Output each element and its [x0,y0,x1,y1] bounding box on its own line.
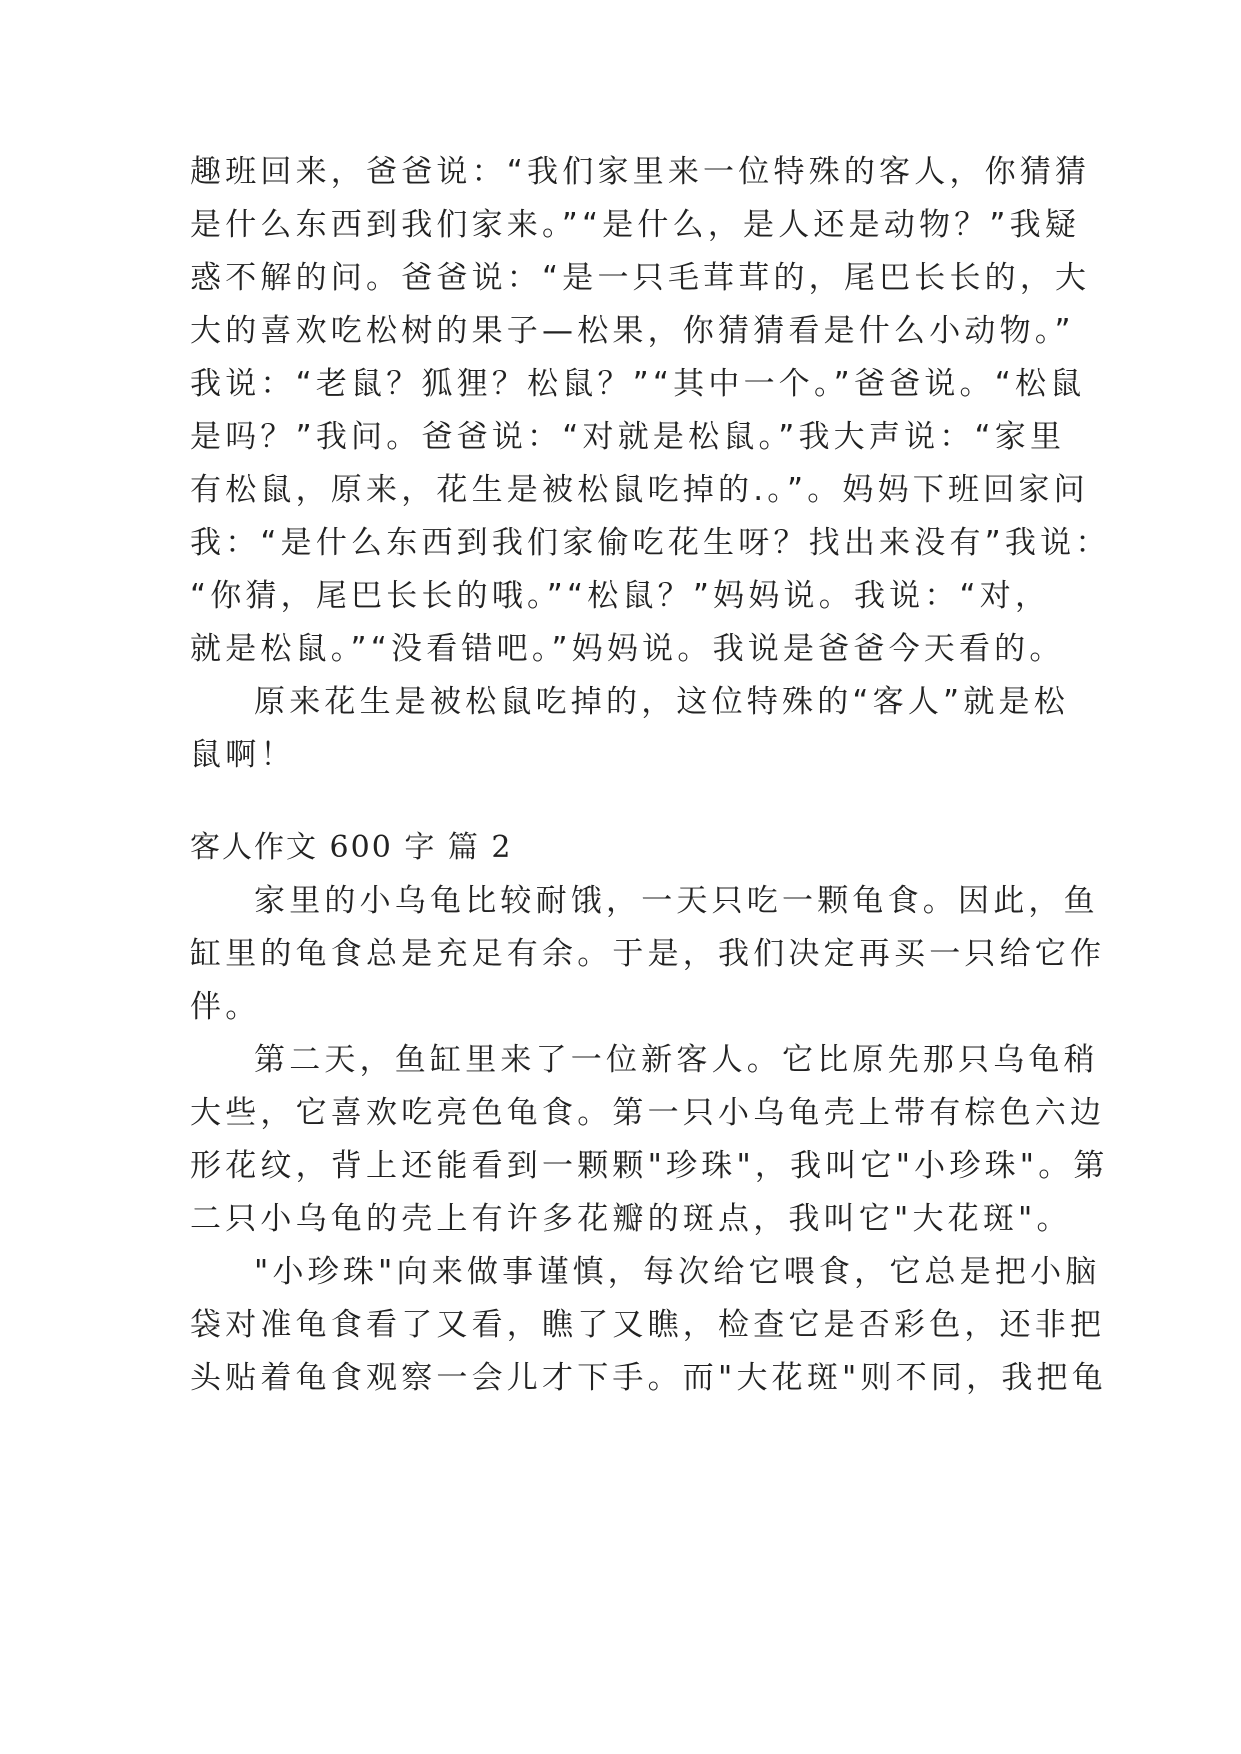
text-line: 头贴着龟食观察一会儿才下手。而"大花斑"则不同，我把龟 [190,1360,1107,1396]
text-line: 是什么东西到我们家来。”“是什么，是人还是动物？”我疑 [190,207,1081,243]
text-line: “你猜，尾巴长长的哦。”“松鼠？”妈妈说。我说：“对， [190,578,1051,614]
text-line: 家里的小乌龟比较耐饿，一天只吃一颗龟食。因此，鱼 [254,883,1099,919]
text-line: 二只小乌龟的壳上有许多花瓣的斑点，我叫它"大花斑"。 [190,1201,1072,1237]
article-heading: 客人作文 600 字 篇 2 [190,830,513,865]
text-line: "小珍珠"向来做事谨慎，每次给它喂食，它总是把小脑 [254,1254,1101,1290]
text-line: 是吗？”我问。爸爸说：“对就是松鼠。”我大声说：“家里 [190,419,1066,455]
text-line: 惑不解的问。爸爸说：“是一只毛茸茸的，尾巴长长的，大 [190,260,1091,296]
text-line: 袋对准龟食看了又看，瞧了又瞧，检查它是否彩色，还非把 [190,1307,1106,1343]
text-line: 就是松鼠。”“没看错吧。”妈妈说。我说是爸爸今天看的。 [190,631,1065,667]
text-line: 鼠啊！ [190,737,296,773]
text-line: 有松鼠，原来，花生是被松鼠吃掉的.。”。妈妈下班回家问 [190,472,1089,508]
text-line: 趣班回来，爸爸说：“我们家里来一位特殊的客人，你猜猜 [190,154,1091,190]
text-line: 缸里的龟食总是充足有余。于是，我们决定再买一只给它作 [190,936,1106,972]
text-line: 大的喜欢吃松树的果子—松果，你猜猜看是什么小动物。” [190,313,1075,349]
text-line: 原来花生是被松鼠吃掉的，这位特殊的“客人”就是松 [254,684,1069,720]
text-line: 大些，它喜欢吃亮色龟食。第一只小乌龟壳上带有棕色六边 [190,1095,1106,1131]
text-line: 第二天，鱼缸里来了一位新客人。它比原先那只乌龟稍 [254,1042,1099,1078]
text-line: 我：“是什么东西到我们家偷吃花生呀？找出来没有”我说： [190,525,1111,561]
text-line: 形花纹，背上还能看到一颗颗"珍珠"，我叫它"小珍珠"。第 [190,1148,1109,1184]
text-line: 伴。 [190,989,261,1025]
text-line: 我说：“老鼠？狐狸？松鼠？”“其中一个。”爸爸说。“松鼠 [190,366,1086,402]
